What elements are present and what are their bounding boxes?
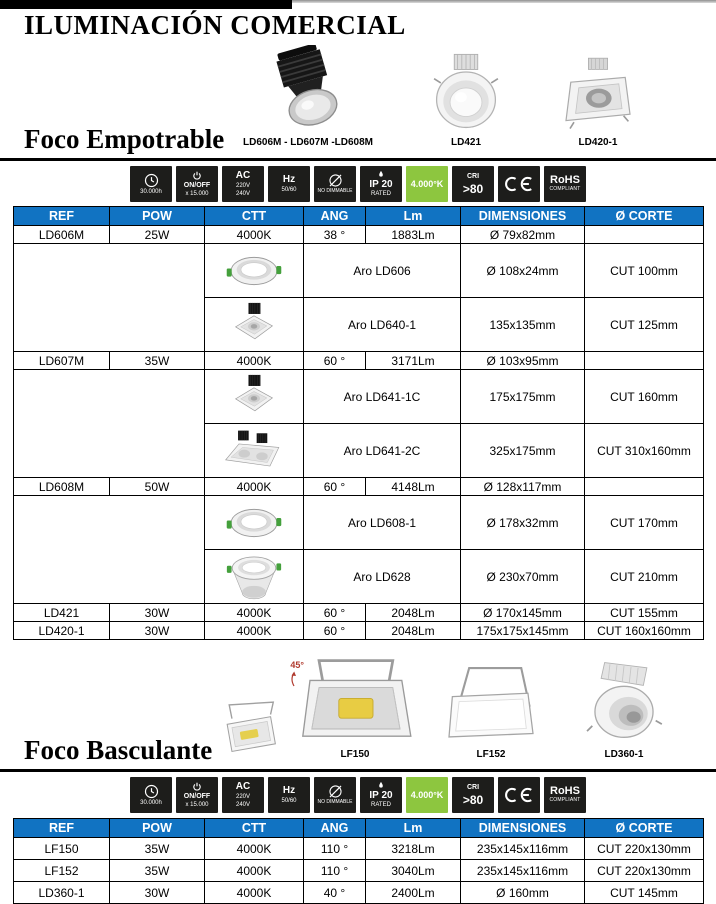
no-dimmable-badge (314, 777, 356, 813)
badge-text: 220V (235, 182, 250, 189)
cell-ref: LD608M (14, 478, 110, 496)
badge-text: >80 (462, 792, 484, 807)
product-photo-flood-tilt (208, 648, 304, 760)
cell-lm: 2048Lm (366, 622, 461, 640)
cell-empty (14, 370, 205, 478)
cell-lm: 3171Lm (366, 352, 461, 370)
badge-text: AC (235, 781, 251, 793)
badge-text: RATED (371, 802, 391, 809)
certification-badges (130, 166, 586, 202)
cell-ctt: 4000K (205, 226, 304, 244)
badge-text: AC (235, 170, 251, 182)
ac-voltage-badge (222, 777, 264, 813)
cell-ang: 38 ° (304, 226, 366, 244)
hero-images-basculante (0, 648, 716, 760)
product-image-round-downlight (421, 51, 511, 135)
cell-lm: 2400Lm (366, 882, 461, 904)
cell-dim: Ø 230x70mm (461, 550, 585, 604)
product-row-ld607m (14, 352, 704, 370)
cell-image (205, 496, 304, 550)
product-image-ring-deep (223, 554, 285, 600)
cell-dim: Ø 108x24mm (461, 244, 585, 298)
accessory-row-aro-ld641-1c (14, 370, 704, 424)
column-header-pow: POW (110, 207, 205, 226)
column-header-corte: Ø CORTE (585, 819, 704, 838)
product-row-ld420-1 (14, 622, 704, 640)
clock-icon (144, 784, 159, 799)
badge-text: NO DIMMABLE (317, 799, 353, 806)
product-row-ld421 (14, 604, 704, 622)
cell-ctt: 4000K (205, 604, 304, 622)
rohs-badge (544, 166, 586, 202)
power-icon (192, 171, 202, 181)
badge-text: NO DIMMABLE (317, 188, 353, 195)
cell-name: Aro LD628 (304, 550, 461, 604)
clock-icon (144, 173, 159, 188)
ac-voltage-badge (222, 166, 264, 202)
cell-ref: LD420-1 (14, 622, 110, 640)
cell-pow: 35W (110, 352, 205, 370)
column-header-dimensiones: DIMENSIONES (461, 819, 585, 838)
cell-ref: LF152 (14, 860, 110, 882)
accessory-row-aro-ld608-1 (14, 496, 704, 550)
ce-badge (498, 166, 540, 202)
badge-text: CRI (466, 784, 480, 792)
cell-image (205, 370, 304, 424)
cell-ctt: 4000K (205, 838, 304, 860)
cell-lm: 3040Lm (366, 860, 461, 882)
product-image-ring-round (223, 500, 285, 546)
onoff-badge (176, 777, 218, 813)
badge-text: 240V (235, 801, 250, 808)
rohs-badge (544, 777, 586, 813)
badge-text: RATED (371, 191, 391, 198)
product-image-ring-round (223, 248, 285, 294)
badge-text: COMPLIANT (549, 797, 581, 804)
cell-ang: 40 ° (304, 882, 366, 904)
cell-cut (585, 352, 704, 370)
product-image-square-downlight (546, 55, 650, 135)
badge-text: Hz (282, 174, 296, 186)
table-header-row (14, 819, 704, 838)
section-heading-empotrable: Foco Empotrable (0, 124, 716, 161)
cell-pow: 35W (110, 838, 205, 860)
cell-empty (14, 496, 205, 604)
lifetime-badge (130, 166, 172, 202)
cell-name: Aro LD641-1C (304, 370, 461, 424)
scan-black-bar (0, 0, 292, 9)
badge-text: ON/OFF (183, 792, 211, 800)
badge-text: IP 20 (369, 789, 393, 801)
badge-text: ON/OFF (183, 181, 211, 189)
cell-cut: CUT 310x160mm (585, 424, 704, 478)
product-caption: LD360-1 (604, 749, 644, 760)
cell-ctt: 4000K (205, 352, 304, 370)
cell-pow: 30W (110, 882, 205, 904)
cell-ang: 60 ° (304, 352, 366, 370)
column-header-dimensiones: DIMENSIONES (461, 207, 585, 226)
spec-table-empotrable (13, 206, 704, 640)
section-heading-basculante: Foco Basculante (0, 735, 716, 772)
product-caption: LD420-1 (578, 137, 618, 148)
badge-text: 4.000°K (410, 789, 444, 800)
frequency-badge (268, 777, 310, 813)
cell-ang: 60 ° (304, 478, 366, 496)
badge-text: IP 20 (369, 178, 393, 190)
product-row-lf150 (14, 838, 704, 860)
droplet-icon (378, 170, 384, 178)
tilt-angle-annotation: 45° (290, 660, 304, 670)
cell-image (205, 550, 304, 604)
product-image-flood-cob (290, 657, 420, 747)
cell-dim: 135x135mm (461, 298, 585, 352)
product-photo-ld606m-ld607m-ld608m (242, 40, 374, 148)
cell-image (205, 424, 304, 478)
table-header-row (14, 207, 704, 226)
scan-artifact-bar (0, 0, 716, 9)
badge-text: x 15.000 (185, 801, 209, 808)
product-image-gimbal (579, 659, 669, 747)
column-header-lm: Lm (366, 819, 461, 838)
cell-cut: CUT 145mm (585, 882, 704, 904)
accessory-row-aro-ld606 (14, 244, 704, 298)
product-row-ld360-1 (14, 882, 704, 904)
cell-ctt: 4000K (205, 860, 304, 882)
cell-ang: 110 ° (304, 860, 366, 882)
cell-ref: LD360-1 (14, 882, 110, 904)
product-image-frame-double (223, 428, 285, 474)
color-temp-badge (406, 777, 448, 813)
column-header-corte: Ø CORTE (585, 207, 704, 226)
product-image-frame-square (223, 302, 285, 348)
cell-ref: LF150 (14, 838, 110, 860)
column-header-ang: ANG (304, 819, 366, 838)
badge-text: 240V (235, 190, 250, 197)
cell-pow: 25W (110, 226, 205, 244)
cell-cut: CUT 125mm (585, 298, 704, 352)
cell-cut: CUT 220x130mm (585, 838, 704, 860)
cell-ctt: 4000K (205, 478, 304, 496)
page-title: ILUMINACIÓN COMERCIAL (24, 10, 406, 40)
badge-text: >80 (462, 181, 484, 196)
hero-images-empotrable (0, 40, 716, 148)
column-header-ref: REF (14, 819, 110, 838)
product-row-ld608m (14, 478, 704, 496)
cell-dim: Ø 160mm (461, 882, 585, 904)
badge-text: RoHS (550, 174, 580, 187)
cell-cut: CUT 170mm (585, 496, 704, 550)
badge-text: 50/60 (281, 186, 297, 193)
cell-cut: CUT 160mm (585, 370, 704, 424)
cell-cut: CUT 160x160mm (585, 622, 704, 640)
column-header-ctt: CTT (205, 819, 304, 838)
product-image-module-black (259, 45, 357, 135)
product-photo-ld421 (416, 40, 516, 148)
cell-ctt: 4000K (205, 622, 304, 640)
column-header-lm: Lm (366, 207, 461, 226)
column-header-ang: ANG (304, 207, 366, 226)
cell-cut: CUT 155mm (585, 604, 704, 622)
cell-name: Aro LD608-1 (304, 496, 461, 550)
product-row-ld606m (14, 226, 704, 244)
badge-text: RoHS (550, 785, 580, 798)
cell-ang: 60 ° (304, 604, 366, 622)
cell-dim: 325x175mm (461, 424, 585, 478)
badge-text: COMPLIANT (549, 186, 581, 193)
power-icon (192, 782, 202, 792)
droplet-icon (378, 781, 384, 789)
product-photo-ld360-1 (572, 648, 676, 760)
badge-text: x 15.000 (185, 190, 209, 197)
ip20-badge (360, 166, 402, 202)
cell-dim: Ø 170x145mm (461, 604, 585, 622)
cell-dim: 175x175x145mm (461, 622, 585, 640)
cell-cut: CUT 100mm (585, 244, 704, 298)
cell-dim: Ø 103x95mm (461, 352, 585, 370)
cri-badge (452, 166, 494, 202)
cell-lm: 3218Lm (366, 838, 461, 860)
product-photo-lf150 (288, 648, 422, 760)
product-caption: LD421 (450, 137, 481, 148)
product-caption: LF152 (476, 749, 506, 760)
cell-image (205, 244, 304, 298)
ip20-badge (360, 777, 402, 813)
color-temp-badge (406, 166, 448, 202)
onoff-badge (176, 166, 218, 202)
cell-lm: 4148Lm (366, 478, 461, 496)
product-image-frame-square (223, 374, 285, 420)
no-dimmable-badge (314, 166, 356, 202)
badge-text: 220V (235, 793, 250, 800)
no-dimmable-icon (328, 173, 343, 188)
cell-ref: LD607M (14, 352, 110, 370)
badge-text: 30.000h (140, 799, 162, 806)
cell-pow: 30W (110, 622, 205, 640)
certification-badges (130, 777, 586, 813)
cell-pow: 30W (110, 604, 205, 622)
cell-pow: 50W (110, 478, 205, 496)
cell-dim: 235x145x116mm (461, 838, 585, 860)
product-image-flood-tilt (213, 698, 295, 760)
column-header-pow: POW (110, 819, 205, 838)
cri-badge (452, 777, 494, 813)
ce-mark-icon (504, 176, 534, 192)
badge-text: CRI (466, 173, 480, 181)
column-header-ctt: CTT (205, 207, 304, 226)
badge-text: 30.000h (140, 188, 162, 195)
product-caption: LF150 (340, 749, 370, 760)
cell-name: Aro LD606 (304, 244, 461, 298)
cell-lm: 2048Lm (366, 604, 461, 622)
cell-ang: 110 ° (304, 838, 366, 860)
cell-dim: 175x175mm (461, 370, 585, 424)
spec-table-basculante (13, 818, 704, 904)
ce-mark-icon (504, 787, 534, 803)
cell-cut: CUT 220x130mm (585, 860, 704, 882)
badge-text: 50/60 (281, 797, 297, 804)
cell-pow: 35W (110, 860, 205, 882)
product-image-flood-white (435, 663, 547, 747)
cell-cut (585, 478, 704, 496)
cell-ref: LD421 (14, 604, 110, 622)
cell-dim: Ø 79x82mm (461, 226, 585, 244)
cell-dim: 235x145x116mm (461, 860, 585, 882)
product-photo-ld420-1 (540, 40, 656, 148)
product-caption: LD606M - LD607M -LD608M (242, 137, 374, 148)
cell-empty (14, 244, 205, 352)
cell-lm: 1883Lm (366, 226, 461, 244)
cell-dim: Ø 178x32mm (461, 496, 585, 550)
ce-badge (498, 777, 540, 813)
cell-dim: Ø 128x117mm (461, 478, 585, 496)
product-photo-lf152 (432, 648, 550, 760)
badge-text: Hz (282, 785, 296, 797)
badge-text: 4.000°K (410, 178, 444, 189)
cell-ang: 60 ° (304, 622, 366, 640)
cell-ctt: 4000K (205, 882, 304, 904)
cell-name: Aro LD640-1 (304, 298, 461, 352)
frequency-badge (268, 166, 310, 202)
cell-cut (585, 226, 704, 244)
product-row-lf152 (14, 860, 704, 882)
cell-cut: CUT 210mm (585, 550, 704, 604)
lifetime-badge (130, 777, 172, 813)
no-dimmable-icon (328, 784, 343, 799)
column-header-ref: REF (14, 207, 110, 226)
cell-image (205, 298, 304, 352)
cell-ref: LD606M (14, 226, 110, 244)
cell-name: Aro LD641-2C (304, 424, 461, 478)
